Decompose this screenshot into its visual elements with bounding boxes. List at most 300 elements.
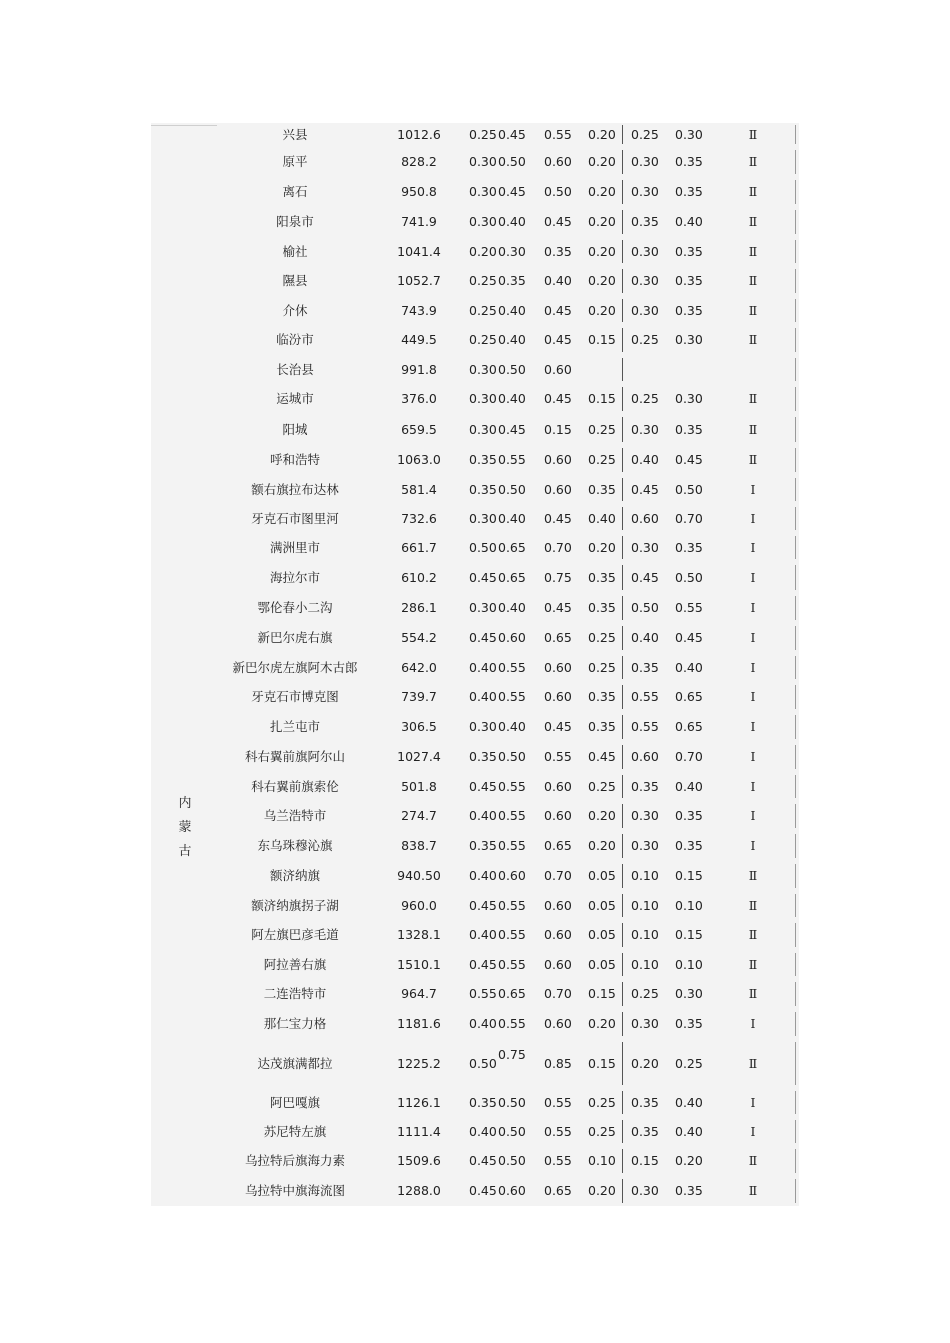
altitude-value: 838.7 — [401, 837, 437, 853]
value-b: 0.55 — [498, 1015, 526, 1031]
value-c: 0.60 — [544, 451, 572, 467]
value-e: 0.25 — [631, 985, 659, 1001]
table-row — [151, 177, 799, 207]
altitude-value: 1509.6 — [397, 1152, 441, 1168]
value-d: 0.15 — [588, 985, 616, 1001]
station-name: 阿左旗巴彦毛道 — [251, 926, 339, 942]
station-name: 运城市 — [276, 390, 314, 406]
value-f: 0.40 — [675, 1123, 703, 1139]
column-divider — [622, 804, 623, 828]
value-a: 0.25 — [469, 126, 497, 142]
altitude-value: 743.9 — [401, 302, 437, 318]
row-edge-divider — [795, 1091, 796, 1114]
value-a: 0.35 — [469, 481, 497, 497]
value-c: 0.65 — [544, 1182, 572, 1198]
value-e: 0.60 — [631, 510, 659, 526]
row-edge-divider — [795, 745, 796, 769]
zone-value: Ⅰ — [750, 748, 756, 764]
value-e: 0.35 — [631, 659, 659, 675]
value-b: 0.35 — [498, 272, 526, 288]
value-b: 0.55 — [498, 451, 526, 467]
value-f: 0.30 — [675, 390, 703, 406]
value-e: 0.35 — [631, 778, 659, 794]
value-f: 0.10 — [675, 897, 703, 913]
value-a: 0.25 — [469, 272, 497, 288]
value-e: 0.55 — [631, 688, 659, 704]
value-d: 0.20 — [588, 243, 616, 259]
table-row — [151, 712, 799, 742]
value-f: 0.35 — [675, 837, 703, 853]
value-d: 0.25 — [588, 451, 616, 467]
table-row — [151, 801, 799, 831]
zone-value: Ⅱ — [748, 897, 758, 913]
value-e: 0.10 — [631, 897, 659, 913]
zone-value: Ⅰ — [750, 510, 756, 526]
province-char: 内 — [178, 796, 192, 811]
station-name: 达茂旗满都拉 — [257, 1055, 333, 1071]
value-b: 0.30 — [498, 243, 526, 259]
zone-value: Ⅱ — [748, 302, 758, 318]
station-name: 乌兰浩特市 — [263, 807, 327, 823]
altitude-value: 1052.7 — [397, 272, 441, 288]
station-name: 阿巴嘎旗 — [269, 1094, 321, 1110]
zone-value: Ⅱ — [748, 213, 758, 229]
column-divider — [622, 953, 623, 976]
value-d: 0.20 — [588, 539, 616, 555]
value-b: 0.40 — [498, 331, 526, 347]
value-c: 0.70 — [544, 985, 572, 1001]
row-edge-divider — [795, 448, 796, 472]
value-f: 0.15 — [675, 926, 703, 942]
value-b: 0.50 — [498, 1094, 526, 1110]
value-c: 0.60 — [544, 659, 572, 675]
column-divider — [622, 656, 623, 679]
value-a: 0.30 — [469, 599, 497, 615]
value-f: 0.40 — [675, 659, 703, 675]
value-b: 0.55 — [498, 897, 526, 913]
altitude-value: 741.9 — [401, 213, 437, 229]
value-b: 0.65 — [498, 569, 526, 585]
altitude-value: 659.5 — [401, 421, 437, 437]
table-row — [151, 742, 799, 772]
value-e: 0.15 — [631, 1152, 659, 1168]
value-d: 0.35 — [588, 718, 616, 734]
altitude-value: 1288.0 — [397, 1182, 441, 1198]
row-edge-divider — [795, 387, 796, 411]
station-name: 离石 — [282, 183, 308, 199]
column-divider — [622, 715, 623, 739]
value-f: 0.35 — [675, 1182, 703, 1198]
value-d: 0.05 — [588, 926, 616, 942]
zone-value: Ⅰ — [750, 688, 756, 704]
column-divider — [622, 328, 623, 352]
value-a: 0.30 — [469, 361, 497, 377]
station-name: 新巴尔虎左旗阿木古郎 — [232, 659, 358, 675]
column-divider — [622, 1012, 623, 1036]
value-c: 0.15 — [544, 421, 572, 437]
value-a: 0.45 — [469, 1152, 497, 1168]
zone-value: Ⅰ — [750, 599, 756, 615]
table-row — [151, 325, 799, 355]
value-a: 0.45 — [469, 897, 497, 913]
altitude-value: 376.0 — [401, 390, 437, 406]
value-b: 0.50 — [498, 361, 526, 377]
value-d: 0.20 — [588, 302, 616, 318]
value-b: 0.50 — [498, 481, 526, 497]
zone-value: Ⅱ — [748, 1182, 758, 1198]
value-e: 0.45 — [631, 569, 659, 585]
value-a: 0.25 — [469, 331, 497, 347]
value-b: 0.40 — [498, 599, 526, 615]
value-e: 0.60 — [631, 748, 659, 764]
value-f: 0.35 — [675, 421, 703, 437]
column-divider — [622, 923, 623, 947]
table-row — [151, 623, 799, 653]
table-row — [151, 384, 799, 414]
table-row — [151, 979, 799, 1009]
column-divider — [622, 1120, 623, 1143]
value-a: 0.45 — [469, 778, 497, 794]
column-divider — [622, 180, 623, 204]
value-e: 0.50 — [631, 599, 659, 615]
zone-value: Ⅱ — [748, 451, 758, 467]
altitude-value: 449.5 — [401, 331, 437, 347]
value-a: 0.40 — [469, 867, 497, 883]
value-d: 0.40 — [588, 510, 616, 526]
row-edge-divider — [795, 507, 796, 530]
altitude-value: 739.7 — [401, 688, 437, 704]
value-a: 0.20 — [469, 243, 497, 259]
value-b: 0.60 — [498, 867, 526, 883]
table-row — [151, 1176, 799, 1206]
row-edge-divider — [795, 299, 796, 322]
row-edge-divider — [795, 953, 796, 976]
column-divider — [622, 775, 623, 798]
value-d: 0.05 — [588, 956, 616, 972]
zone-value: Ⅰ — [750, 1123, 756, 1139]
zone-value: Ⅱ — [748, 421, 758, 437]
value-c: 0.60 — [544, 926, 572, 942]
province-char: 古 — [178, 844, 192, 859]
value-d: 0.05 — [588, 867, 616, 883]
station-name: 阳城 — [282, 421, 308, 437]
altitude-value: 306.5 — [401, 718, 437, 734]
row-edge-divider — [795, 656, 796, 679]
value-d: 0.20 — [588, 1015, 616, 1031]
column-divider — [622, 507, 623, 530]
value-f: 0.50 — [675, 569, 703, 585]
column-divider — [622, 125, 623, 144]
table-row — [151, 147, 799, 177]
column-divider — [622, 596, 623, 620]
value-c: 0.60 — [544, 807, 572, 823]
value-d: 0.35 — [588, 569, 616, 585]
station-name: 乌拉特后旗海力素 — [244, 1152, 346, 1168]
value-e: 0.10 — [631, 956, 659, 972]
table-row — [151, 207, 799, 237]
value-f: 0.50 — [675, 481, 703, 497]
value-e: 0.30 — [631, 153, 659, 169]
value-f: 0.35 — [675, 1015, 703, 1031]
value-a: 0.35 — [469, 748, 497, 764]
station-name: 新巴尔虎右旗 — [257, 629, 333, 645]
value-d: 0.25 — [588, 629, 616, 645]
row-edge-divider — [795, 1179, 796, 1203]
table-row — [151, 653, 799, 682]
table-row — [151, 562, 799, 593]
zone-value: Ⅱ — [748, 126, 758, 142]
table-row — [151, 920, 799, 950]
value-c: 0.45 — [544, 390, 572, 406]
station-name: 额济纳旗 — [269, 867, 321, 883]
zone-value: Ⅰ — [750, 778, 756, 794]
value-a: 0.40 — [469, 1123, 497, 1139]
column-divider — [622, 982, 623, 1006]
station-name: 额济纳旗拐子湖 — [251, 897, 339, 913]
value-b: 0.40 — [498, 390, 526, 406]
value-d: 0.15 — [588, 390, 616, 406]
station-name: 科右翼前旗索伦 — [251, 778, 339, 794]
value-a: 0.45 — [469, 629, 497, 645]
value-e: 0.30 — [631, 1015, 659, 1031]
value-f: 0.45 — [675, 451, 703, 467]
zone-value: Ⅰ — [750, 569, 756, 585]
value-e: 0.30 — [631, 421, 659, 437]
column-divider — [622, 269, 623, 293]
value-b: 0.50 — [498, 1123, 526, 1139]
row-edge-divider — [795, 775, 796, 798]
value-f: 0.35 — [675, 302, 703, 318]
zone-value: Ⅰ — [750, 659, 756, 675]
row-edge-divider — [795, 626, 796, 650]
column-divider — [622, 685, 623, 709]
value-c: 0.45 — [544, 599, 572, 615]
zone-value: Ⅰ — [750, 629, 756, 645]
value-a: 0.45 — [469, 1182, 497, 1198]
value-a: 0.50 — [469, 1055, 497, 1071]
zone-value: Ⅱ — [748, 926, 758, 942]
value-c: 0.45 — [544, 510, 572, 526]
table-row — [151, 1009, 799, 1039]
row-edge-divider — [795, 240, 796, 263]
altitude-value: 828.2 — [401, 153, 437, 169]
altitude-value: 661.7 — [401, 539, 437, 555]
value-e: 0.30 — [631, 807, 659, 823]
value-b: 0.50 — [498, 1152, 526, 1168]
zone-value: Ⅱ — [748, 956, 758, 972]
value-f: 0.65 — [675, 688, 703, 704]
value-e: 0.25 — [631, 126, 659, 142]
value-b: 0.55 — [498, 778, 526, 794]
table-row — [151, 593, 799, 623]
table-row — [151, 237, 799, 266]
row-edge-divider — [795, 923, 796, 947]
row-edge-divider — [795, 864, 796, 888]
station-name: 隰县 — [282, 272, 308, 288]
table-row — [151, 950, 799, 979]
station-name: 阿拉善右旗 — [263, 956, 327, 972]
column-divider — [622, 565, 623, 590]
value-e: 0.10 — [631, 867, 659, 883]
table-row — [151, 122, 799, 147]
value-b: 0.55 — [498, 926, 526, 942]
value-e: 0.30 — [631, 302, 659, 318]
value-b: 0.55 — [498, 837, 526, 853]
table-row — [151, 1146, 799, 1176]
row-edge-divider — [795, 328, 796, 352]
value-f: 0.35 — [675, 539, 703, 555]
value-f: 0.40 — [675, 778, 703, 794]
altitude-value: 1111.4 — [397, 1123, 441, 1139]
station-name: 东乌珠穆沁旗 — [257, 837, 333, 853]
table-row — [151, 891, 799, 920]
row-edge-divider — [795, 596, 796, 620]
value-f: 0.25 — [675, 1055, 703, 1071]
value-f: 0.15 — [675, 867, 703, 883]
station-name: 满洲里市 — [269, 539, 321, 555]
value-e: 0.45 — [631, 481, 659, 497]
value-c: 0.60 — [544, 1015, 572, 1031]
value-c: 0.45 — [544, 302, 572, 318]
value-d: 0.35 — [588, 599, 616, 615]
station-name: 介休 — [282, 302, 308, 318]
row-edge-divider — [795, 358, 796, 381]
column-divider — [622, 299, 623, 322]
value-a: 0.25 — [469, 302, 497, 318]
column-divider — [622, 626, 623, 650]
column-divider — [622, 1149, 623, 1173]
value-c: 0.55 — [544, 1123, 572, 1139]
zone-value: Ⅰ — [750, 807, 756, 823]
value-d: 0.10 — [588, 1152, 616, 1168]
altitude-value: 286.1 — [401, 599, 437, 615]
zone-value: Ⅱ — [748, 390, 758, 406]
station-name: 阳泉市 — [276, 213, 314, 229]
zone-value: Ⅱ — [748, 1152, 758, 1168]
station-name: 兴县 — [282, 126, 308, 142]
value-c: 0.50 — [544, 183, 572, 199]
value-e: 0.40 — [631, 451, 659, 467]
value-c: 0.55 — [544, 1152, 572, 1168]
value-e: 0.30 — [631, 1182, 659, 1198]
station-name: 临汾市 — [276, 331, 314, 347]
value-d: 0.45 — [588, 748, 616, 764]
value-f: 0.35 — [675, 153, 703, 169]
row-edge-divider — [795, 210, 796, 234]
altitude-value: 732.6 — [401, 510, 437, 526]
value-f: 0.35 — [675, 807, 703, 823]
value-d: 0.15 — [588, 331, 616, 347]
value-b: 0.60 — [498, 629, 526, 645]
value-d: 0.25 — [588, 1094, 616, 1110]
value-b: 0.55 — [498, 688, 526, 704]
value-b: 0.75 — [498, 1047, 526, 1062]
row-edge-divider — [795, 180, 796, 204]
column-divider — [622, 417, 623, 442]
value-d: 0.25 — [588, 778, 616, 794]
data-table — [151, 0, 799, 1343]
value-a: 0.30 — [469, 213, 497, 229]
value-c: 0.60 — [544, 688, 572, 704]
row-edge-divider — [795, 1042, 796, 1085]
value-d: 0.20 — [588, 153, 616, 169]
zone-value: Ⅱ — [748, 1055, 758, 1071]
station-name: 鄂伦春小二沟 — [257, 599, 333, 615]
zone-value: Ⅱ — [748, 272, 758, 288]
value-d: 0.20 — [588, 272, 616, 288]
value-c: 0.65 — [544, 837, 572, 853]
table-row — [151, 1117, 799, 1146]
altitude-value: 1027.4 — [397, 748, 441, 764]
value-f: 0.35 — [675, 272, 703, 288]
value-a: 0.40 — [469, 807, 497, 823]
altitude-value: 940.50 — [397, 867, 441, 883]
value-f: 0.70 — [675, 748, 703, 764]
row-edge-divider — [795, 894, 796, 917]
zone-value: Ⅱ — [748, 867, 758, 883]
value-f: 0.65 — [675, 718, 703, 734]
value-e: 0.25 — [631, 331, 659, 347]
value-a: 0.35 — [469, 1094, 497, 1110]
table-row — [151, 355, 799, 384]
value-c: 0.70 — [544, 539, 572, 555]
row-edge-divider — [795, 1149, 796, 1173]
value-e: 0.30 — [631, 539, 659, 555]
value-c: 0.85 — [544, 1055, 572, 1071]
altitude-value: 950.8 — [401, 183, 437, 199]
altitude-value: 1181.6 — [397, 1015, 441, 1031]
altitude-value: 1510.1 — [397, 956, 441, 972]
value-d: 0.05 — [588, 897, 616, 913]
value-c: 0.60 — [544, 361, 572, 377]
table-row — [151, 861, 799, 891]
value-c: 0.60 — [544, 897, 572, 913]
value-f: 0.45 — [675, 629, 703, 645]
table-row — [151, 831, 799, 861]
value-a: 0.40 — [469, 926, 497, 942]
column-divider — [622, 894, 623, 917]
value-e: 0.30 — [631, 837, 659, 853]
column-divider — [622, 240, 623, 263]
value-e: 0.25 — [631, 390, 659, 406]
value-f: 0.55 — [675, 599, 703, 615]
value-b: 0.55 — [498, 807, 526, 823]
column-divider — [622, 745, 623, 769]
row-edge-divider — [795, 125, 796, 144]
value-d: 0.15 — [588, 1055, 616, 1071]
column-divider — [622, 1179, 623, 1203]
value-c: 0.45 — [544, 213, 572, 229]
value-d: 0.20 — [588, 837, 616, 853]
table-row — [151, 504, 799, 533]
value-f: 0.40 — [675, 1094, 703, 1110]
station-name: 原平 — [282, 153, 308, 169]
zone-value: Ⅱ — [748, 183, 758, 199]
value-c: 0.45 — [544, 331, 572, 347]
value-e: 0.30 — [631, 183, 659, 199]
value-c: 0.60 — [544, 778, 572, 794]
value-a: 0.45 — [469, 956, 497, 972]
value-d: 0.20 — [588, 183, 616, 199]
station-name: 海拉尔市 — [269, 569, 321, 585]
value-e: 0.30 — [631, 243, 659, 259]
station-name: 牙克石市博克图 — [251, 688, 339, 704]
table-row — [151, 1088, 799, 1117]
altitude-value: 274.7 — [401, 807, 437, 823]
table-row — [151, 1039, 799, 1088]
value-e: 0.35 — [631, 1123, 659, 1139]
zone-value: Ⅰ — [750, 718, 756, 734]
